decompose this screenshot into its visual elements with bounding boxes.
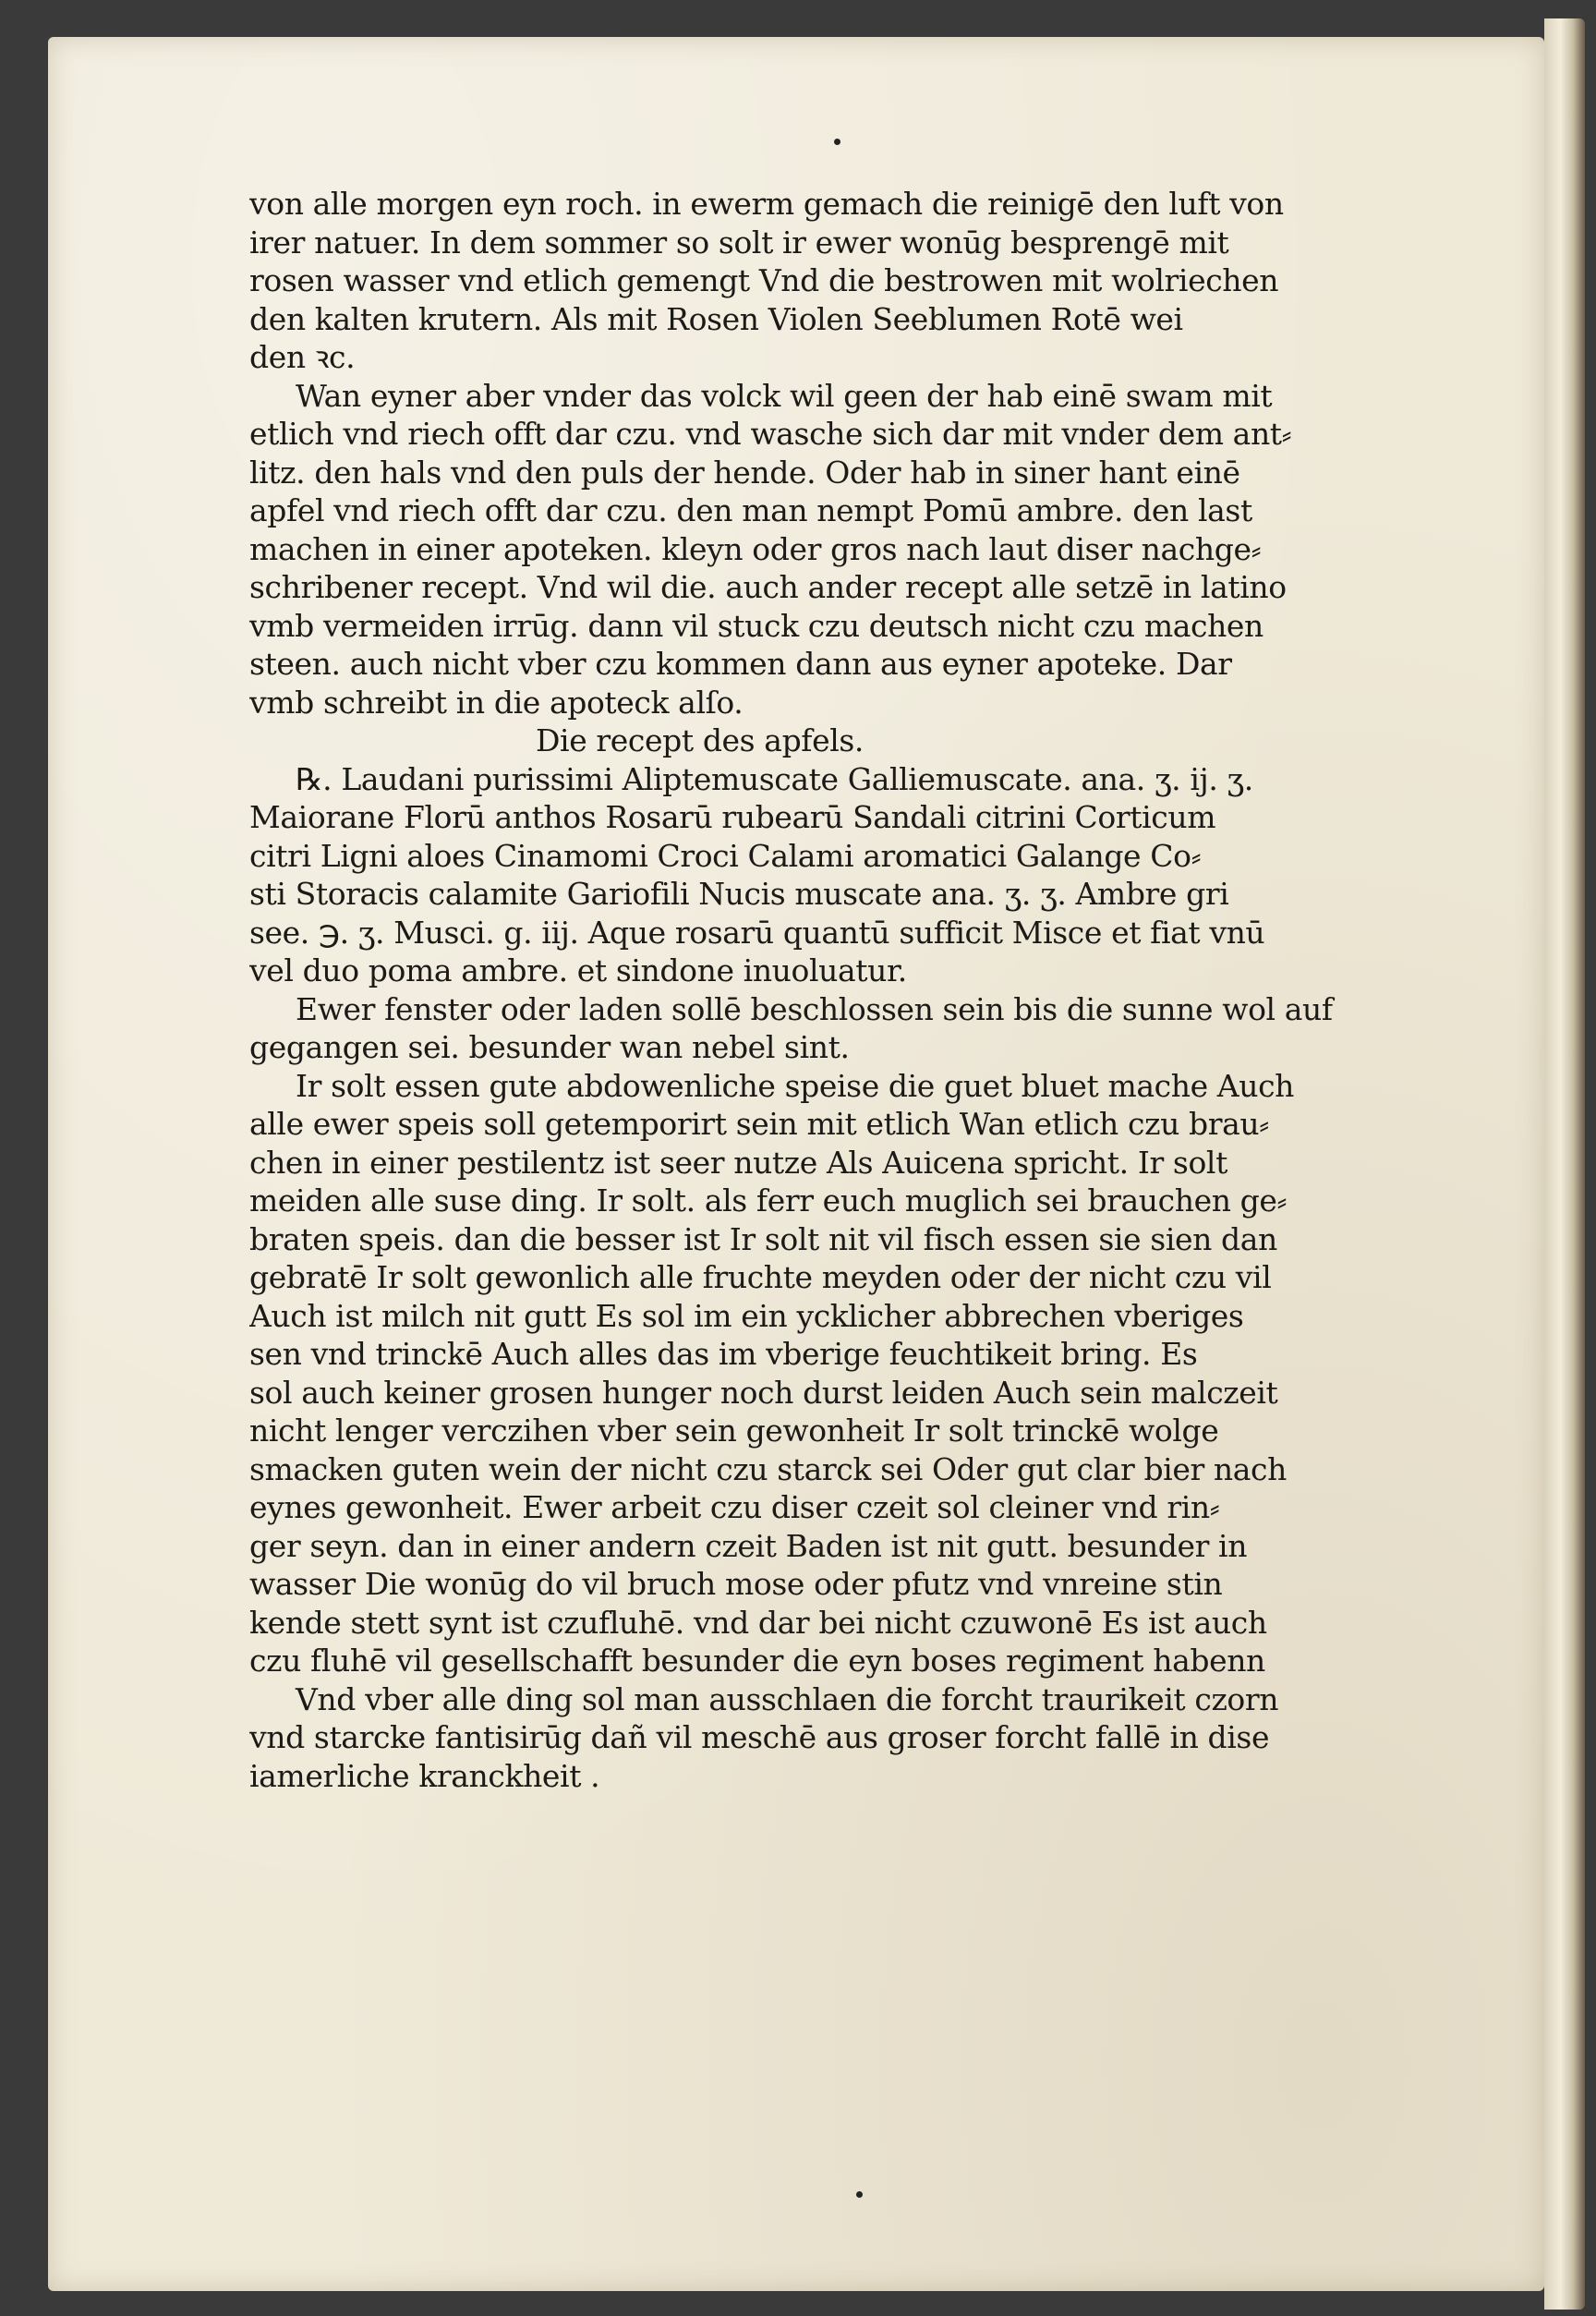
text-line: smacken guten wein der nicht czu starck sei Oder gut clar bier nach [249, 1450, 1287, 1487]
text-line: nicht lenger verczihen vber sein gewonheit Ir solt trinckē wolge [249, 1413, 1219, 1449]
text-line: braten speis. dan die besser ist Ir solt nit vil fisch essen sie sien dan [249, 1220, 1277, 1257]
text-line: etlich vnd riech offt dar czu. vnd wasche sich dar mit vnder dem ant⸗ [249, 416, 1292, 452]
text-line: Ewer fenster oder laden sollē beschlossen sein bis die sunne wol auf [296, 990, 1333, 1027]
text-line: vel duo poma ambre. et sindone inuoluatur. [249, 952, 907, 988]
text-line: Ir solt essen gute abdowenliche speise die guet bluet mache Auch [296, 1067, 1295, 1104]
text-line: den kalten krutern. Als mit Rosen Violen Seeblumen Rotē wei [249, 300, 1183, 337]
text-line: ℞. Laudani purissimi Aliptemuscate Galliemuscate. ana. ʒ. ij. ʒ. [296, 760, 1253, 797]
text-line: Maiorane Florū anthos Rosarū rubearū Sandali citrini Corticum [249, 799, 1216, 835]
text-line: von alle morgen eyn roch. in ewerm gemach die reinigē den luft von [249, 186, 1284, 222]
text-line: ger seyn. dan in einer andern czeit Baden ist nit gutt. besunder in [249, 1527, 1248, 1564]
text-line: kende stett synt ist czufluhē. vnd dar bei nicht czuwonē Es ist auch [249, 1604, 1267, 1641]
ornament-dot-top [834, 139, 840, 145]
text-line: iamerliche kranckheit . [249, 1757, 600, 1794]
text-line: den ꝛc. [249, 339, 356, 375]
text-line: gegangen sei. besunder wan nebel sint. [249, 1029, 850, 1065]
text-line: sti Storacis calamite Gariofili Nucis muscate ana. ʒ. ʒ. Ambre gri [249, 876, 1229, 912]
text-line: Auch ist milch nit gutt Es sol im ein ycklicher abbrechen vberiges [249, 1297, 1244, 1334]
text-line: sen vnd trinckē Auch alles das im vberige feuchtikeit bring. Es [249, 1336, 1198, 1372]
page-edge [1544, 18, 1585, 2310]
text-line: wasser Die wonūg do vil bruch mose oder pfutz vnd vnreine stin [249, 1566, 1223, 1602]
text-line: meiden alle suse ding. Ir solt. als ferr euch muglich sei brauchen ge⸗ [249, 1182, 1288, 1219]
text-line: vmb schreibt in die apoteck alſo. [249, 684, 744, 721]
text-line: eynes gewonheit. Ewer arbeit czu diser czeit sol cleiner vnd rin⸗ [249, 1489, 1220, 1525]
text-line: vnd starcke fantisirūg dañ vil meschē aus groser forcht fallē in dise [249, 1719, 1270, 1755]
text-line: machen in einer apoteken. kleyn oder gros nach laut diser nachge⸗ [249, 530, 1262, 567]
text-line: gebratē Ir solt gewonlich alle fruchte meyden oder der nicht czu vil [249, 1259, 1272, 1295]
text-line: sol auch keiner grosen hunger noch durst leiden Auch sein malczeit [249, 1374, 1278, 1411]
ornament-dot-bottom [856, 2191, 863, 2198]
text-line: irer natuer. In dem sommer so solt ir ewer wonūg besprengē mit [249, 224, 1229, 261]
text-line: Wan eyner aber vnder das volck wil geen der hab einē swam mit [296, 377, 1273, 414]
text-line: chen in einer pestilentz ist seer nutze Als Auicena spricht. Ir solt [249, 1144, 1227, 1181]
text-line: steen. auch nicht vber czu kommen dann aus eyner apoteke. Dar [249, 646, 1232, 682]
text-line: Vnd vber alle ding sol man ausschlaen die forcht traurikeit czorn [296, 1680, 1279, 1717]
text-line: rosen wasser vnd etlich gemengt Vnd die bestrowen mit wolriechen [249, 262, 1279, 298]
text-line: alle ewer speis soll getemporirt sein mit etlich Wan etlich czu brau⸗ [249, 1106, 1269, 1142]
text-block [249, 185, 1381, 1795]
text-line: litz. den hals vnd den puls der hende. Oder hab in siner hant einē [249, 454, 1240, 491]
text-line: czu fluhē vil gesellschafft besunder die eyn boses regiment habenn [249, 1643, 1265, 1679]
text-line: citri Ligni aloes Cinamomi Croci Calami aromatici Galange Co⸗ [249, 837, 1202, 874]
text-line: vmb vermeiden irrūg. dann vil stuck czu deutsch nicht czu machen [249, 607, 1264, 644]
text-line: apfel vnd riech offt dar czu. den man nempt Pomū ambre. den last [249, 492, 1252, 528]
text-line: see. ℈. ʒ. Musci. g. iij. Aque rosarū quantū sufficit Misce et fiat vnū [249, 914, 1265, 951]
text-line: schribener recept. Vnd wil die. auch ander recept alle setzē in latino [249, 569, 1287, 605]
recipe-heading: Die recept des apfels. [536, 722, 864, 758]
